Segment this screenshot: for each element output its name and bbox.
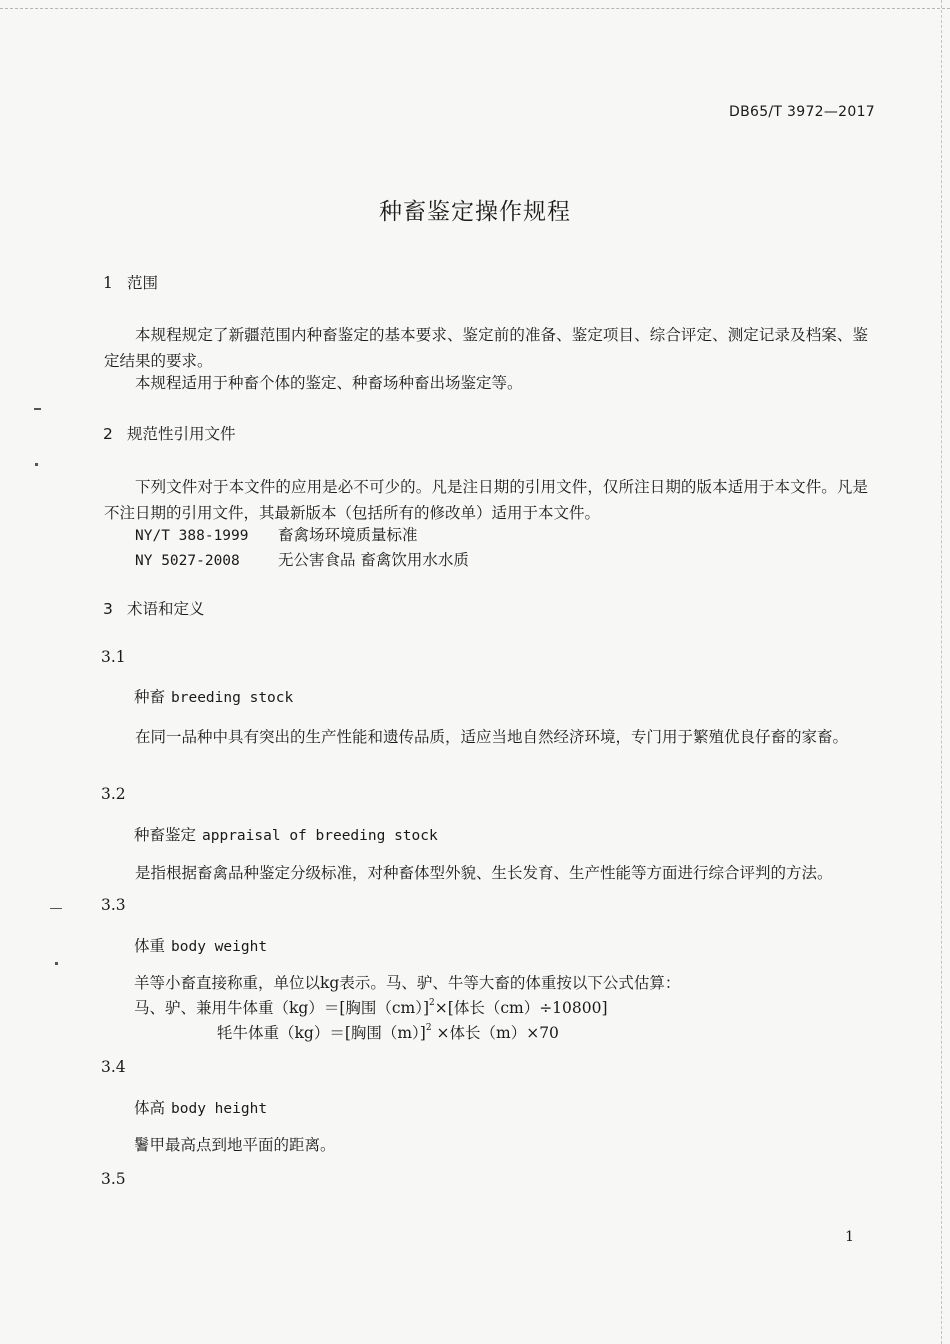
formula-horse-cattle [134,996,608,1018]
scan-speck [35,463,38,466]
scan-edge-top [0,0,950,9]
reference-item [135,523,418,545]
term-heading [134,823,438,845]
clause-number: 3.2 [101,785,126,803]
document-title: 种畜鉴定操作规程 [379,199,571,225]
section-number: 3 [103,600,113,618]
term-definition: 鬐甲最高点到地平面的距离。 [134,1136,336,1154]
clause-number: 3.5 [101,1170,126,1188]
term-chinese: 体重 [134,937,166,955]
term-chinese: 种畜鉴定 [134,826,197,844]
term-definition: 是指根据畜禽品种鉴定分级标准，对种畜体型外貌、生长发育、生产性能等方面进行综合评判的方法。 [135,864,833,882]
section-title: 范围 [127,274,159,292]
section-1-heading [103,271,158,293]
formula-exponent: 2 [425,1023,432,1033]
section-title: 术语和定义 [127,600,205,618]
term-heading [134,1096,267,1118]
term-english: body weight [171,939,268,955]
references-paragraph: 下列文件对于本文件的应用是必不可少的。凡是注日期的引用文件，仅所注日期的版本适用于本文件。凡是不注日期的引用文件，其最新版本（包括所有的修改单）适用于本文件。 [104,478,868,522]
formula-lhs: 马、驴、兼用牛体重（kg）＝[胸围（cm）] [134,999,430,1017]
reference-item [135,548,469,570]
standard-number: DB65/T 3972—2017 [729,104,875,120]
scope-paragraph-2: 本规程适用于种畜个体的鉴定、种畜场种畜出场鉴定等。 [135,374,523,392]
term-english: appraisal of breeding stock [202,828,438,844]
formula-rhs: ×[体长（cm）÷10800] [434,999,608,1017]
page-number: 1 [845,1229,854,1245]
formula-exponent: 2 [429,998,435,1008]
term-english: body height [171,1101,268,1117]
formula-lhs: 牦牛体重（kg）＝[胸围（m）] [217,1024,426,1042]
reference-title: 畜禽场环境质量标准 [278,526,418,544]
reference-code: NY/T 388-1999 [135,528,249,544]
term-english: breeding stock [171,690,294,706]
scan-speck [50,908,62,909]
term-heading [134,685,293,707]
reference-title: 无公害食品 畜禽饮用水水质 [278,551,469,569]
clause-number: 3.1 [101,648,126,666]
section-number: 2 [103,425,113,443]
term-definition: 在同一品种中具有突出的生产性能和遗传品质，适应当地自然经济环境，专门用于繁殖优良仔畜的家畜。 [135,728,849,746]
clause-number: 3.3 [101,896,126,914]
section-title: 规范性引用文件 [127,425,236,443]
term-chinese: 种畜 [134,688,166,706]
term-heading [134,934,267,956]
clause-number: 3.4 [101,1058,126,1076]
formula-rhs: ×体长（m）×70 [431,1024,559,1042]
section-number: 1 [103,274,113,292]
term-chinese: 体高 [134,1099,166,1117]
scan-speck [55,962,58,965]
section-3-heading [103,597,205,619]
formula-yak [217,1021,559,1043]
term-definition: 羊等小畜直接称重，单位以kg表示。马、驴、牛等大畜的体重按以下公式估算： [134,974,681,992]
scan-speck [34,408,41,410]
section-2-heading [103,422,236,444]
scope-paragraph-1: 本规程规定了新疆范围内种畜鉴定的基本要求、鉴定前的准备、鉴定项目、综合评定、测定记录及档案、鉴定结果的要求。 [104,326,868,370]
reference-code: NY 5027-2008 [135,553,240,569]
